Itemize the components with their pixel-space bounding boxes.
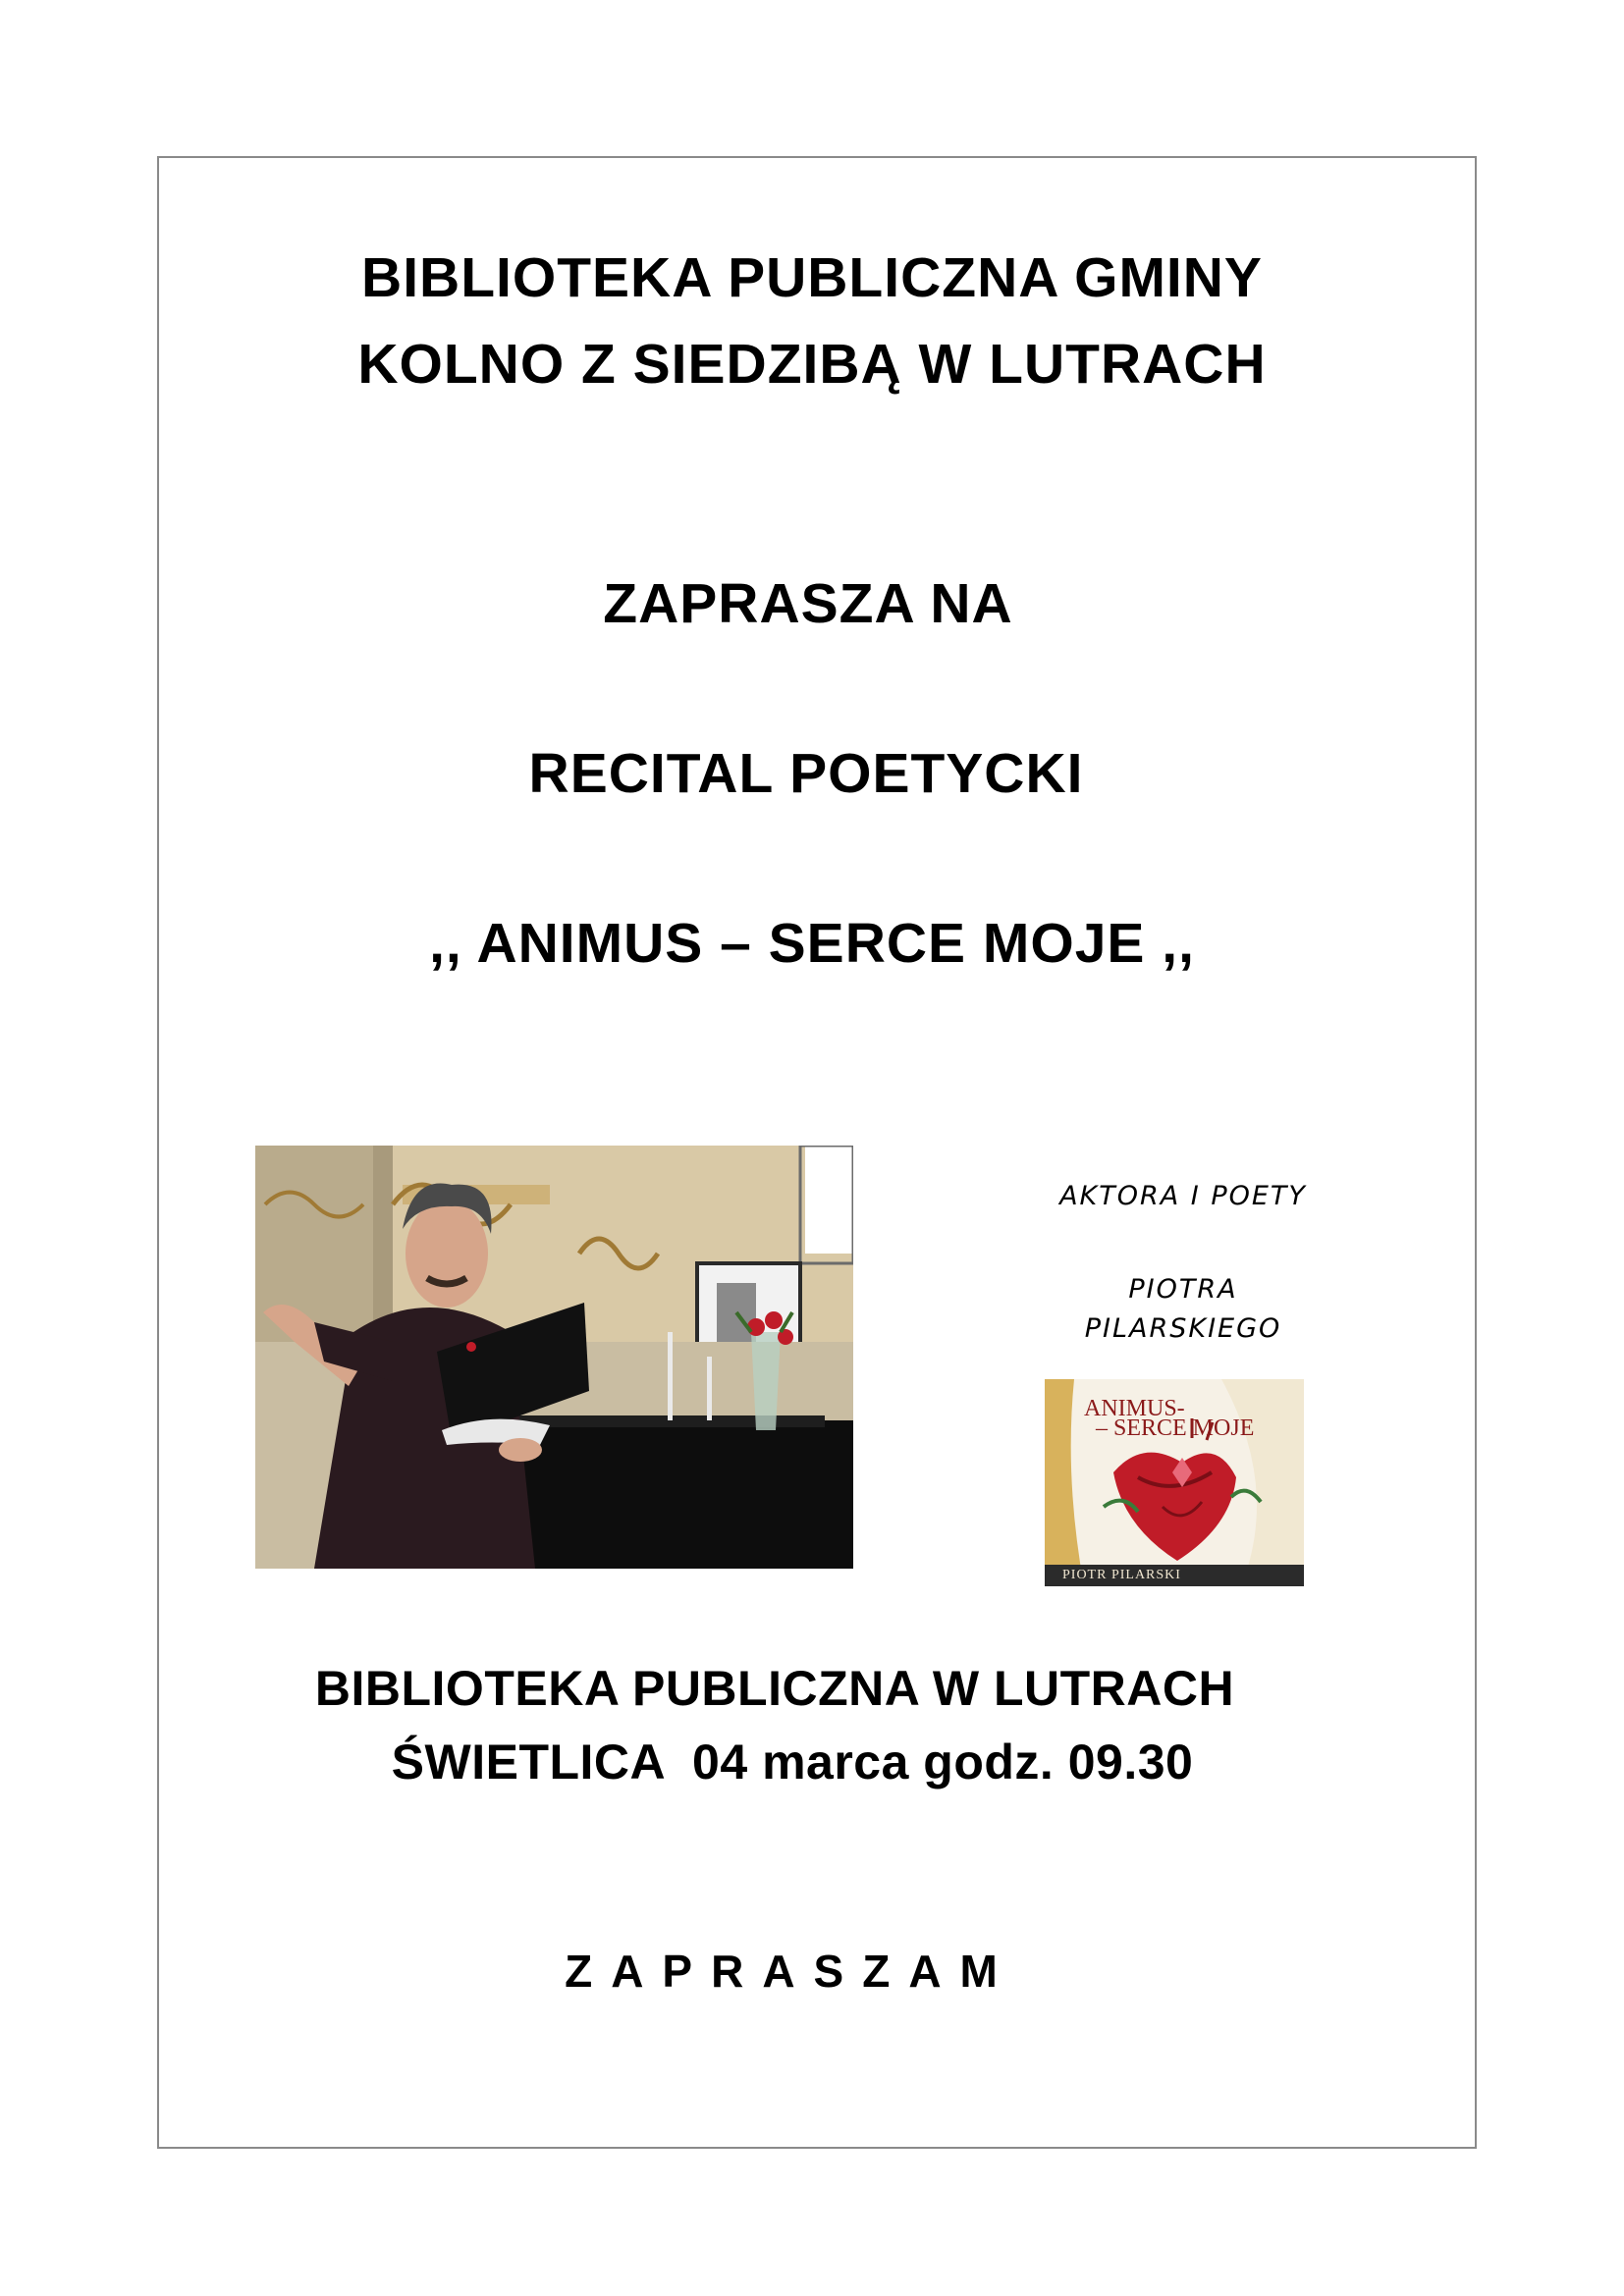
performer-photo — [255, 1146, 853, 1569]
closing-text: ZAPRASZAM — [565, 1946, 1016, 1997]
invite-text: ZAPRASZA NA — [603, 572, 1013, 635]
header-line-1: BIBLIOTEKA PUBLICZNA GMINY — [361, 246, 1263, 309]
cover-author: PIOTR PILARSKI — [1045, 1565, 1304, 1586]
venue-line-2: ŚWIETLICA 04 marca godz. 09.30 — [391, 1735, 1194, 1789]
performer-role: AKTORA I POETY — [1059, 1181, 1307, 1211]
event-type: RECITAL POETYCKI — [528, 742, 1084, 805]
performer-first-name: PIOTRA — [1128, 1274, 1238, 1305]
performer-last-name: PILARSKIEGO — [1084, 1313, 1282, 1344]
event-title: ,, ANIMUS – SERCE MOJE ,, — [429, 912, 1195, 975]
cover-title-line-2: – SERCE MOJE — [1096, 1415, 1255, 1441]
venue-line-1: BIBLIOTEKA PUBLICZNA W LUTRACH — [314, 1661, 1235, 1716]
cover-title-line-1: ANIMUS- — [1084, 1396, 1185, 1421]
header-line-2: KOLNO Z SIEDZIBĄ W LUTRACH — [357, 333, 1267, 396]
book-cover — [1045, 1379, 1304, 1586]
